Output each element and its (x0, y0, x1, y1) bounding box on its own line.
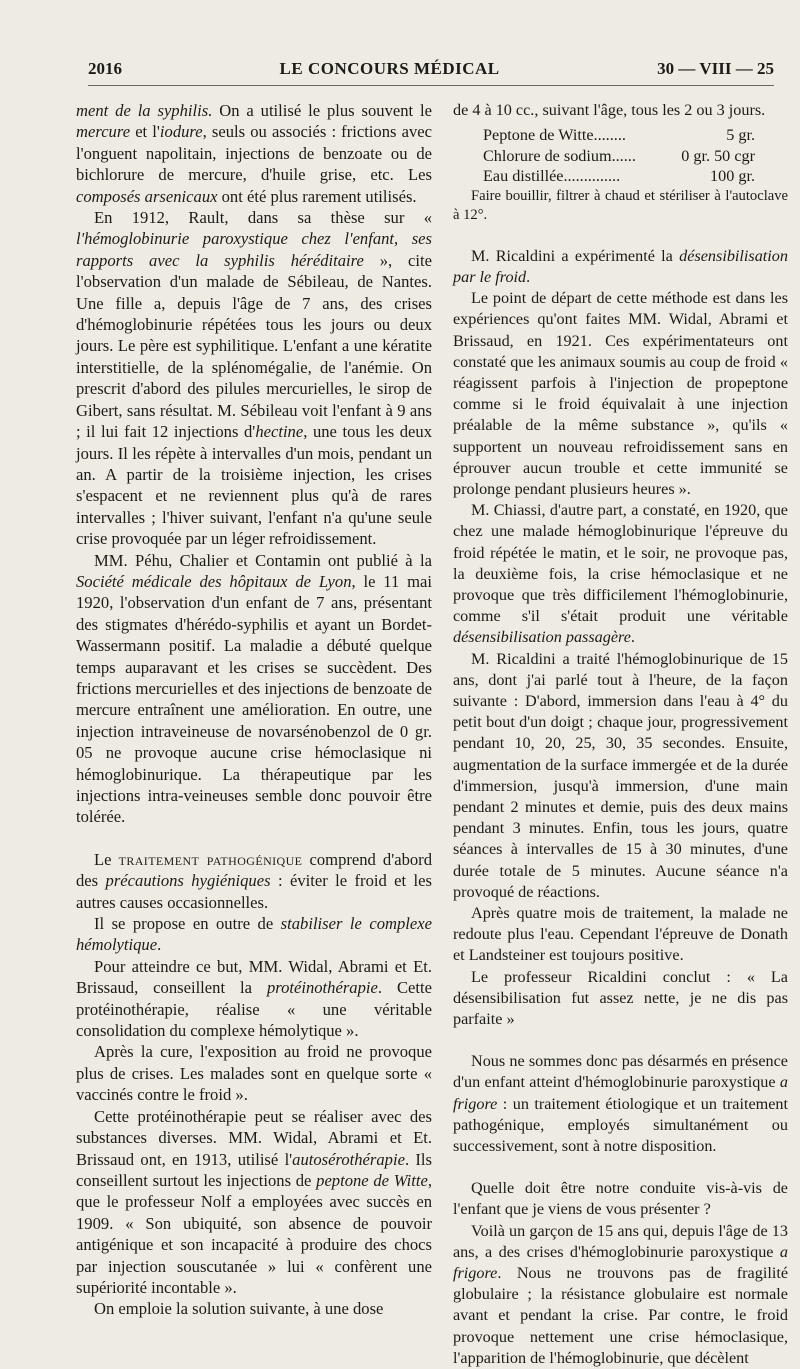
recipe-table (483, 125, 755, 187)
right-column (453, 100, 788, 1369)
recipe-note: Faire bouillir, filtrer à chaud et stériliser à l'autoclave à 12°. (453, 187, 788, 223)
page-number: 2016 (88, 59, 122, 78)
paragraph: Il se propose en outre de stabiliser le complexe hémolytique. (76, 914, 432, 955)
paragraph: Après la cure, l'exposition au froid ne provoque plus de crises. Les malades sont en quelque sorte « vaccinés contre le froid ». (76, 1042, 432, 1105)
paragraph: En 1912, Rault, dans sa thèse sur « l'hémoglobinurie paroxystique chez l'enfant, ses rapports avec la syphilis héréditaire », cite l'observation d'un malade de Sébileau, de Nantes. Une fille a, depuis l'âge de 7 ans, des crises d'hémoglobinurie répétées tous les jours ou deux jours. Le père est syphilitique. L'enfant a une kératite interstitielle, de la splénomégalie, de l'anémie. On prescrit d'abord des pilules mercurielles, le sirop de Gibert, sans résultat. M. Sébileau voit l'enfant à 9 ans ; il lui fait 12 injections d'hectine, une tous les deux jours. Il les répète à intervalles d'un mois, pendant un an. A partir de la troisième injection, les crises s'espacent et ne reviennent plus qu'à de rares intervalles ; l'hiver suivant, l'enfant n'a qu'une seule crise provoquée par un léger refroidissement. (76, 208, 432, 549)
section-treatment-pathogenic: Le traitement pathogénique comprend d'abord des précautions hygiéniques : éviter le froid et les autres causes occasionnelles. (76, 849, 432, 912)
paragraph: Pour atteindre ce but, MM. Widal, Abrami et Et. Brissaud, conseillent la protéinothérapie. Cette protéinothérapie, réalise « une véritable consolidation du complexe hémolytique ». (76, 956, 432, 1041)
paragraph: M. Ricaldini a traité l'hémoglobinurique de 15 ans, dont j'ai parlé tout à l'heure, de la façon suivante : D'abord, immersion dans l'eau à 4° du petit bout d'un doigt ; chaque jour, progressivement pendant 10, 20, 25, 30, 35 secondes. Ensuite, augmentation de la surface immergée et de la durée d'immersion, jusqu'à immersion, d'une main pendant 2 minutes et demie, puis des deux mains pendant 3 minutes. Enfin, tous les jours, quatre séances à intervalles de 15 à 30 minutes, d'une durée totale de 5 minutes. Aucune séance n'a provoqué de réactions. (453, 649, 788, 901)
paragraph: de 4 à 10 cc., suivant l'âge, tous les 2 ou 3 jours. (453, 101, 766, 119)
paragraph: Le professeur Ricaldini conclut : « La désensibilisation fut assez nette, je ne dis pas parfaite » (453, 967, 788, 1029)
journal-title: LE CONCOURS MÉDICAL (279, 59, 500, 78)
recipe-row: Peptone de Witte........ 5 gr. (483, 126, 755, 145)
paragraph: Quelle doit être notre conduite vis-à-vis de l'enfant que je viens de vous présenter ? (453, 1179, 788, 1219)
paragraph: M. Chiassi, d'autre part, a constaté, en 1920, que chez une malade hémoglobinurique l'épreuve du froid répétée le matin, et le soir, ne provoque pas, la deuxième fois, la crise hémoclasique et ne provoque que très difficilement l'hémoglobinurie, comme s'il s'était produit une véritable désensibilisation passagère. (453, 501, 788, 647)
paragraph: Nous ne sommes donc pas désarmés en présence d'un enfant atteint d'hémoglobinurie paroxystique a frigore : un traitement étiologique et un traitement pathogénique, employés simultanément ou successivement, sont à notre disposition. (453, 1052, 788, 1156)
left-column (76, 100, 432, 1320)
page-header (88, 59, 774, 86)
issue-date: 30 — VIII — 25 (657, 59, 774, 78)
paragraph: MM. Péhu, Chalier et Contamin ont publié à la Société médicale des hôpitaux de Lyon, le 11 mai 1920, l'observation d'un enfant de 7 ans, présentant des stigmates d'hérédo-syphilis et ayant un Bordet-Wassermann positif. La maladie a débuté quelque temps auparavant et les crises se succèdent. Des frictions mercurielles et des injections de benzoate de mercure entraînent une amélioration. En outre, une injection intraveineuse de novarsénobenzol de 0 gr. 05 ne provoque aucune crise hémoclasique ni hémoglobinurique. La thérapeutique par les injections intra-veineuses semble donc pouvoir être tolérée. (76, 550, 432, 827)
paragraph: ment de la syphilis. On a utilisé le plus souvent le mercure et l'iodure, seuls ou associés : frictions avec l'onguent napolitain, injections de benzoate ou de bichlorure de mercure, d'huile grise, etc. Les composés arsenicaux ont été plus rarement utilisés. (76, 101, 433, 206)
paragraph: M. Ricaldini a expérimenté la désensibilisation par le froid. (453, 246, 788, 286)
paragraph: Voilà un garçon de 15 ans qui, depuis l'âge de 13 ans, a des crises d'hémoglobinurie paroxystique a frigore. Nous ne trouvons pas de fragilité globulaire ; la résistance globulaire est normale avant et pendant la crise. Par contre, le froid provoque nettement une crise hémoclasique, l'apparition de l'hémoglobinurie, que décèlent (453, 1221, 788, 1367)
paragraph: Après quatre mois de traitement, la malade ne redoute plus l'eau. Cependant l'épreuve de Donath et Landsteiner est toujours positive. (453, 904, 788, 965)
paragraph: Cette protéinothérapie peut se réaliser avec des substances diverses. MM. Widal, Abrami et Et. Brissaud ont, en 1913, utilisé l'autosérothérapie. Ils conseillent surtout les injections de peptone de Witte, que le professeur Nolf a employées avec succès en 1909. « Son ubiquité, son absence de pouvoir antigénique et son incapacité à produire des chocs par injection souscutanée » lui « confèrent une supériorité incontable ». (76, 1106, 433, 1297)
paragraph: On emploie la solution suivante, à une dose (94, 1299, 384, 1319)
recipe-row: Eau distillée.............. 100 gr. (483, 167, 755, 186)
recipe-row: Chlorure de sodium...... 0 gr. 50 cgr (483, 146, 755, 165)
paragraph: Le point de départ de cette méthode est dans les expériences qu'ont faites MM. Widal, Abrami et Brissaud, en 1921. Ces expérimentateurs ont constaté que les animaux soumis au coup de froid « réagissent parfois à l'injection de propeptone comme si le froid équivalait à une injection préalable de la même substance », qu'ils « supportent un nouveau refroidissement sans en éprouver aucun trouble et cette immunité se prolonge pendant plusieurs heures ». (453, 289, 788, 498)
